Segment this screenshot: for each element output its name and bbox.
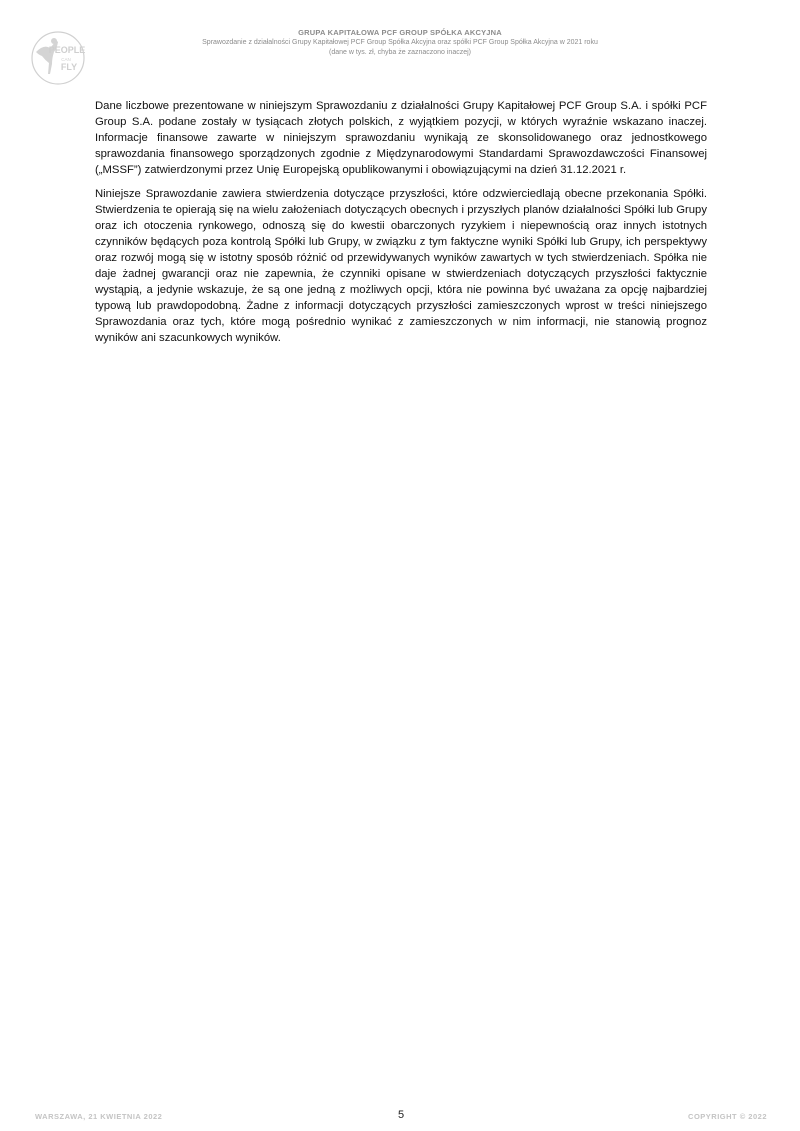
report-title: Sprawozdanie z działalności Grupy Kapitałowej PCF Group Spółka Akcyjna oraz spółki PCF Group Spółka Akcyjna w 2021 roku bbox=[202, 39, 598, 46]
paragraph-financial-data: Dane liczbowe prezentowane w niniejszym Sprawozdaniu z działalności Grupy Kapitałowej PCF Group S.A. i spółki PCF Group S.A. podane zostały w tysiącach złotych polskich, z wyjątkiem pozycji, w których wyraźnie wskazano inaczej. Informacje finansowe zawarte w niniejszym sprawozdaniu wynikają ze skonsolidowanego oraz jednostkowego sprawozdania finansowego sporządzonych zgodnie z Międzynarodowymi Standardami Sprawozdawczości Finansowej („MSSF”) zatwierdzonymi przez Unię Europejską opublikowanymi i obowiązującymi na dzień 31.12.2021 r. bbox=[95, 100, 707, 176]
logo-text-can: CAN bbox=[61, 57, 71, 62]
document-body bbox=[95, 98, 707, 354]
logo-text-people: PEOPLE bbox=[48, 45, 86, 55]
footer-date: WARSZAWA, 21 KWIETNIA 2022 bbox=[35, 1112, 163, 1121]
page-footer bbox=[35, 1111, 767, 1125]
logo-text-fly: FLY bbox=[60, 62, 78, 72]
footer-copyright: COPYRIGHT © 2022 bbox=[688, 1112, 767, 1121]
units-note: (dane w tys. zł, chyba że zaznaczono inaczej) bbox=[328, 48, 471, 56]
page-header bbox=[0, 28, 800, 57]
page-number: 5 bbox=[397, 1109, 405, 1121]
company-name: GRUPA KAPITAŁOWA PCF GROUP SPÓŁKA AKCYJNA bbox=[298, 28, 502, 37]
paragraph-forward-looking: Niniejsze Sprawozdanie zawiera stwierdzenia dotyczące przyszłości, które odzwierciedlają obecne przekonania Spółki. Stwierdzenia te opierają się na wielu założeniach dotyczących obecnych i przyszłych planów działalności Spółki lub Grupy oraz ich otoczenia rynkowego, odnoszą się do kwestii obarczonych ryzykiem i niepewnością oraz innych istotnych czynników będących poza kontrolą Spółki lub Grupy, w związku z tym faktyczne wyniki Spółki lub Grupy, ich perspektywy oraz rozwój mogą się w istotny sposób różnić od przewidywanych wyników zawartych w tych stwierdzeniach. Spółka nie daje żadnej gwarancji oraz nie zapewnia, że czynniki opisane w stwierdzeniach dotyczących przyszłości faktycznie wystąpią, a jedynie wskazuje, że są one jedną z możliwych opcji, która nie powinna być uważana za opcję najbardziej typową lub prawdopodobną. Żadne z informacji dotyczących przyszłości zamieszczonych wprost w treści niniejszego Sprawozdania oraz tych, które mogą pośrednio wynikać z zamieszczonych w nim informacji, nie stanowią prognoz wyników ani szacunkowych wyników. bbox=[95, 188, 707, 344]
